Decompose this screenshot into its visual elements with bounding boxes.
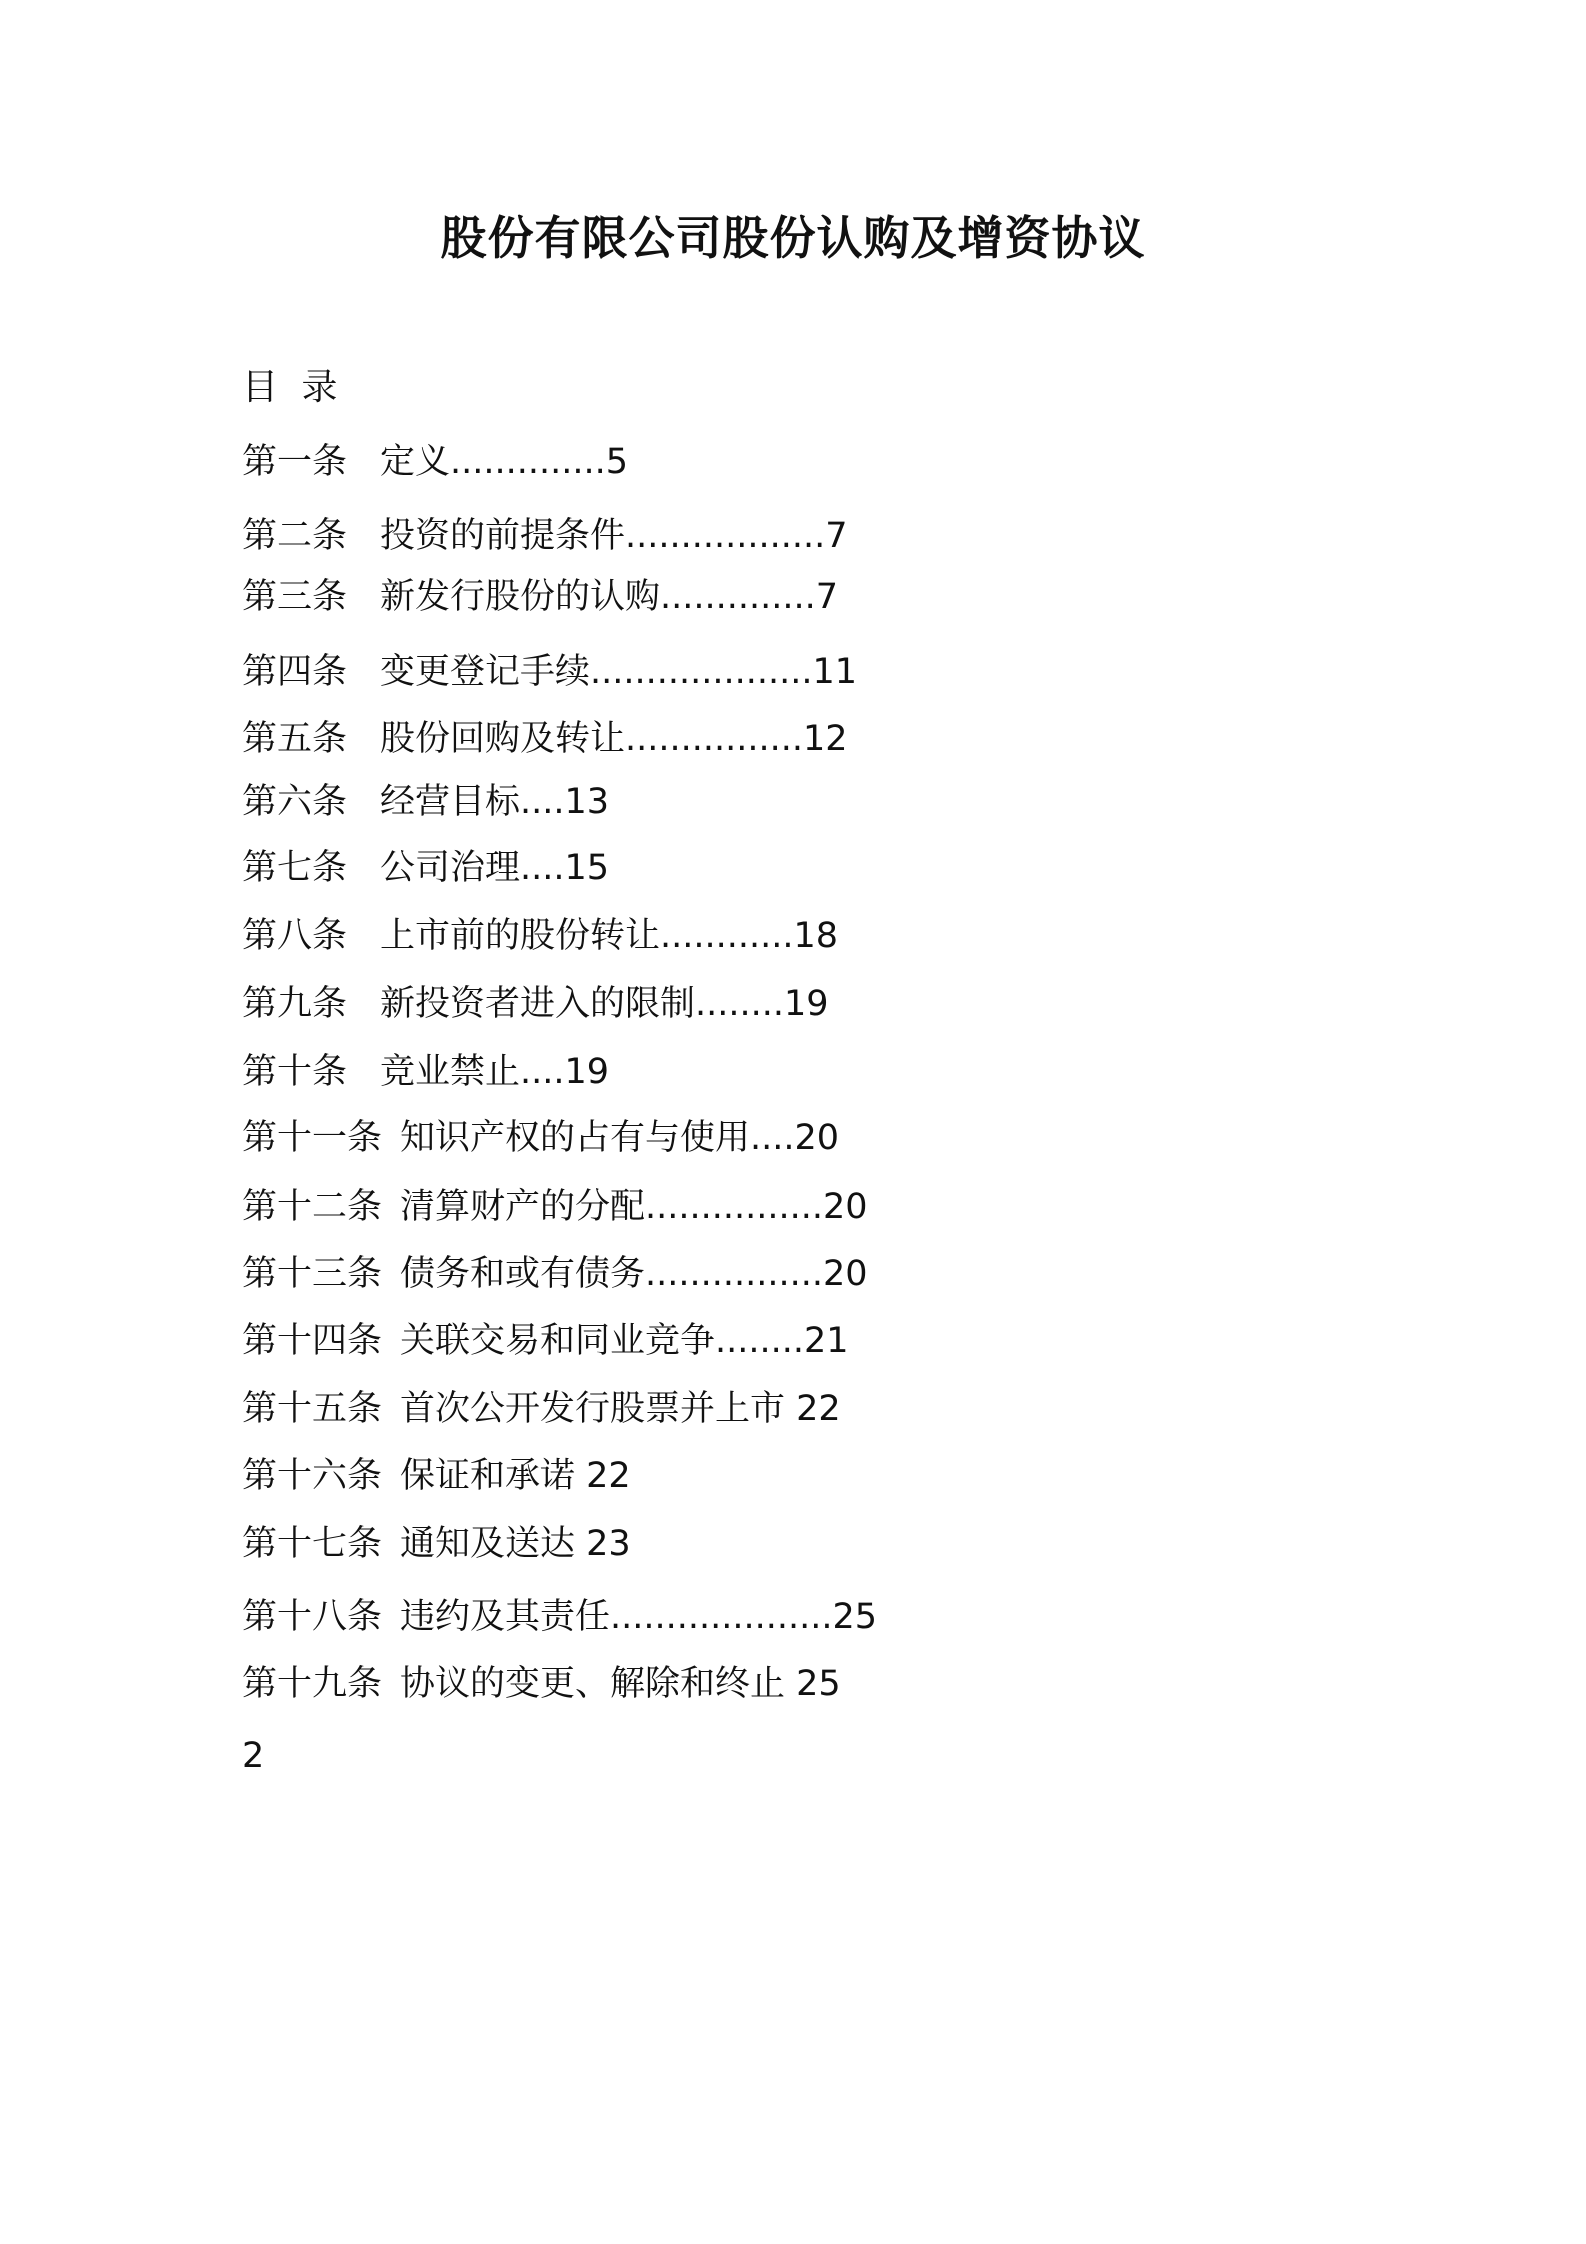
- toc-entry-page: 12: [803, 719, 848, 759]
- toc-entry-page: 20: [823, 1187, 868, 1227]
- toc-entry[interactable]: [242, 715, 848, 763]
- toc-entry-title: 知识产权的占有与使用: [400, 1118, 751, 1158]
- document-title: 股份有限公司股份认购及增资协议: [440, 211, 1146, 265]
- toc-entry-page: 21: [804, 1321, 849, 1361]
- toc-entry-label: 第十四条: [242, 1321, 383, 1361]
- toc-entry-leader: ............: [660, 916, 794, 956]
- toc-entry-page: 7: [815, 577, 839, 617]
- toc-entry-page: 23: [586, 1524, 631, 1564]
- toc-entry-page: 5: [605, 442, 629, 482]
- toc-entry-page: 22: [586, 1456, 631, 1496]
- toc-entry-label: 第一条: [242, 442, 348, 482]
- toc-entry[interactable]: [242, 778, 609, 826]
- toc-entry-leader: ....................: [610, 1597, 833, 1637]
- toc-entry[interactable]: [242, 648, 857, 696]
- toc-entry-label: 第七条: [242, 848, 348, 888]
- toc-entry-label: 第二条: [242, 516, 348, 556]
- toc-entry-page: 7: [825, 516, 848, 556]
- toc-entry[interactable]: [242, 1250, 868, 1298]
- toc-entry-label: 第十九条: [242, 1664, 383, 1704]
- toc-entry[interactable]: [242, 1452, 631, 1500]
- toc-entry-label: 第十三条: [242, 1254, 383, 1294]
- toc-entry-leader: ................: [625, 719, 804, 759]
- toc-entry-title: 经营目标: [380, 782, 521, 822]
- toc-entry[interactable]: [242, 512, 848, 560]
- toc-entry-leader: ................: [645, 1187, 824, 1227]
- toc-entry-leader: [785, 1389, 796, 1429]
- toc-entry[interactable]: [242, 912, 838, 960]
- toc-entry-label: 第八条: [242, 916, 348, 956]
- toc-entry-label: 第五条: [242, 719, 348, 759]
- toc-entry-title: 股份回购及转让: [380, 719, 626, 759]
- toc-entry-page: 18: [793, 916, 839, 956]
- toc-entry-page: 20: [823, 1254, 868, 1294]
- toc-entry-label: 第六条: [242, 782, 348, 822]
- toc-entry[interactable]: [242, 1593, 877, 1641]
- toc-entry-leader: ....................: [590, 652, 813, 692]
- toc-entry-leader: [785, 1664, 796, 1704]
- toc-entry[interactable]: [242, 1048, 609, 1096]
- toc-entry-title: 关联交易和同业竞争: [400, 1321, 716, 1361]
- toc-entry-leader: ....: [520, 848, 565, 888]
- toc-entry-title: 清算财产的分配: [400, 1187, 646, 1227]
- toc-entry-title: 债务和或有债务: [400, 1254, 646, 1294]
- toc-entry-page: 11: [812, 652, 858, 692]
- toc-entry-page: 15: [564, 848, 610, 888]
- toc-entry[interactable]: [242, 1114, 839, 1162]
- toc-entry[interactable]: [242, 573, 838, 621]
- toc-entry[interactable]: [242, 844, 609, 892]
- toc-entry-label: 第十六条: [242, 1456, 383, 1496]
- toc-entry[interactable]: [242, 1385, 841, 1433]
- toc-entry-leader: [575, 1456, 586, 1496]
- page-number: 2: [242, 1736, 265, 1776]
- toc-entry-title: 投资的前提条件: [380, 516, 626, 556]
- toc-entry-leader: ..................: [625, 516, 826, 556]
- toc-heading: 目 录: [242, 367, 344, 408]
- toc-entry-page: 22: [796, 1389, 841, 1429]
- toc-entry-label: 第十八条: [242, 1597, 383, 1637]
- toc-entry-title: 竞业禁止: [380, 1052, 521, 1092]
- toc-entry-page: 13: [564, 782, 610, 822]
- toc-entry-title: 变更登记手续: [380, 652, 591, 692]
- toc-entry[interactable]: [242, 1183, 868, 1231]
- toc-entry[interactable]: [242, 1520, 631, 1568]
- toc-entry-label: 第九条: [242, 984, 348, 1024]
- toc-entry[interactable]: [242, 1317, 849, 1365]
- toc-entry[interactable]: [242, 438, 628, 486]
- toc-entry-page: 25: [796, 1664, 841, 1704]
- toc-entry-title: 违约及其责任: [400, 1597, 611, 1637]
- toc-entry-title: 保证和承诺: [400, 1456, 576, 1496]
- toc-entry-leader: ....: [750, 1118, 795, 1158]
- toc-entry-title: 新发行股份的认购: [380, 577, 661, 617]
- toc-entry-label: 第三条: [242, 577, 348, 617]
- toc-entry-label: 第十一条: [242, 1118, 383, 1158]
- toc-entry-title: 协议的变更、解除和终止: [400, 1664, 786, 1704]
- toc-entry-leader: ....: [520, 782, 565, 822]
- toc-entry-label: 第十条: [242, 1052, 348, 1092]
- toc-entry-title: 通知及送达: [400, 1524, 576, 1564]
- toc-entry-page: 19: [784, 984, 829, 1024]
- toc-entry-page: 20: [794, 1118, 840, 1158]
- toc-entry-page: 19: [564, 1052, 610, 1092]
- toc-entry-label: 第十二条: [242, 1187, 383, 1227]
- toc-entry[interactable]: [242, 980, 829, 1028]
- toc-entry-leader: ....: [520, 1052, 565, 1092]
- toc-entry-title: 新投资者进入的限制: [380, 984, 696, 1024]
- toc-entry-leader: ................: [645, 1254, 824, 1294]
- toc-entry[interactable]: [242, 1660, 841, 1708]
- toc-entry-leader: [575, 1524, 586, 1564]
- toc-entry-leader: ........: [715, 1321, 805, 1361]
- toc-entry-label: 第十七条: [242, 1524, 383, 1564]
- toc-entry-title: 公司治理: [380, 848, 521, 888]
- toc-entry-label: 第四条: [242, 652, 348, 692]
- toc-entry-leader: ..............: [660, 577, 816, 617]
- toc-entry-title: 上市前的股份转让: [380, 916, 661, 956]
- toc-entry-leader: ..............: [450, 442, 606, 482]
- toc-entry-title: 首次公开发行股票并上市: [400, 1389, 786, 1429]
- toc-entry-title: 定义: [380, 442, 451, 482]
- toc-entry-page: 25: [832, 1597, 878, 1637]
- toc-entry-label: 第十五条: [242, 1389, 383, 1429]
- toc-entry-leader: ........: [695, 984, 785, 1024]
